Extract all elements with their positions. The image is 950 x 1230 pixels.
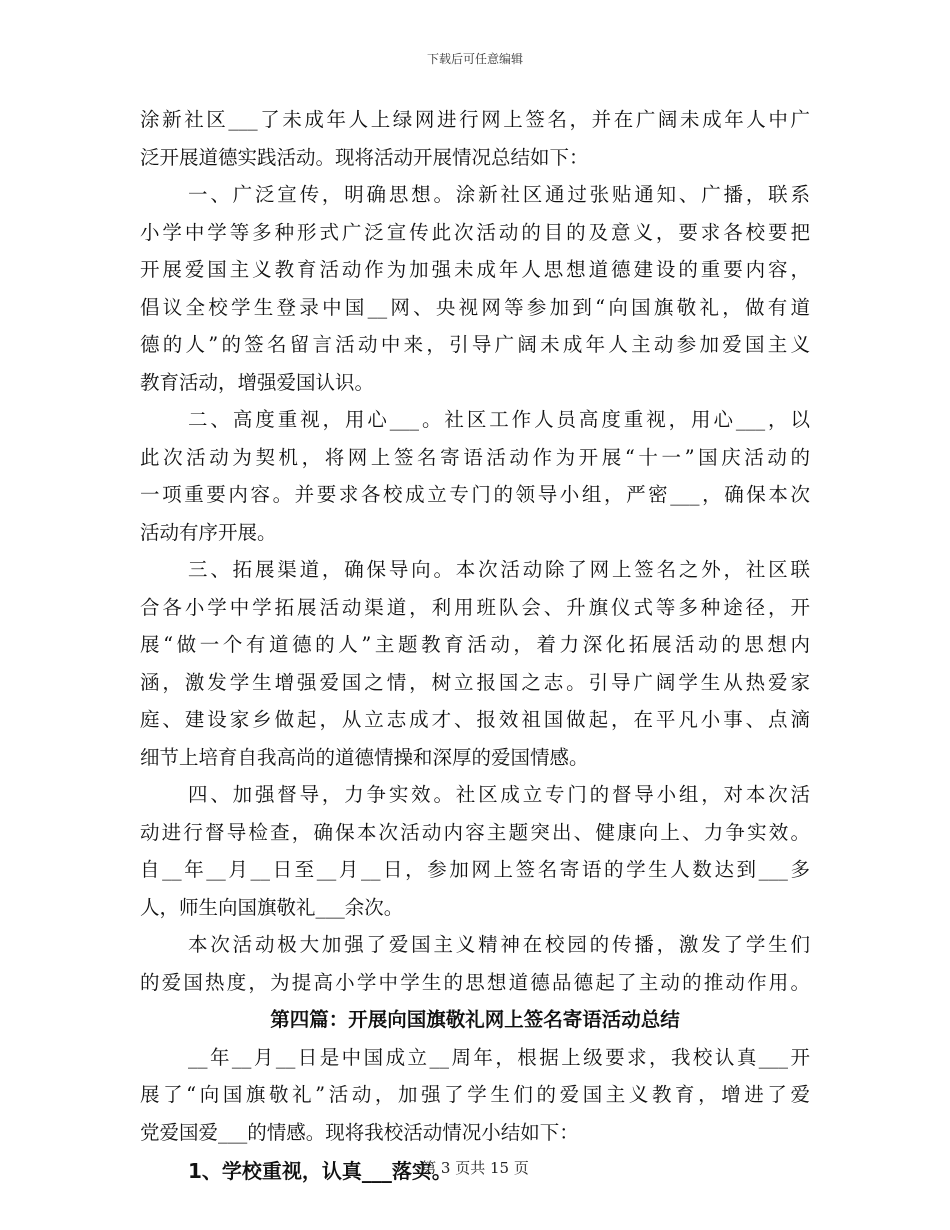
paragraph-line: 三、拓展渠道，确保导向。本次活动除了网上签名之外，社区联 [188, 558, 810, 581]
paragraph-line: 自__年__月__日至__月__日，参加网上签名寄语的学生人数达到___多 [140, 858, 810, 881]
paragraph-line: 的爱国热度，为提高小学中学生的思想道德品德起了主动的推动作用。 [140, 970, 810, 994]
paragraph-line: 一项重要内容。并要求各校成立专门的领导小组，严密___，确保本次 [140, 483, 810, 506]
document-body [140, 101, 810, 1191]
page-number: 第 3 页共 15 页 [421, 1159, 529, 1177]
paragraph-line: 开展爱国主义教育活动作为加强未成年人思想道德建设的重要内容， [140, 258, 810, 281]
paragraph-line: __年__月__日是中国成立__周年，根据上级要求，我校认真___开 [188, 1045, 810, 1069]
paragraph-line: 倡议全校学生登录中国__网、央视网等参加到“向国旗敬礼，做有道 [140, 295, 810, 319]
paragraph-line: 党爱国爱___的情感。现将我校活动情况小结如下： [140, 1120, 579, 1144]
paragraph-line: 涂新社区___了未成年人上绿网进行网上签名，并在广阔未成年人中广 [140, 108, 810, 131]
paragraph-line: 细节上培育自我高尚的道德情操和深厚的爱国情感。 [140, 745, 589, 769]
paragraph-line: 人，师生向国旗敬礼___余次。 [140, 895, 404, 919]
paragraph-line: 本次活动极大加强了爱国主义精神在校园的传播，激发了学生们 [188, 933, 810, 956]
paragraph-line: 展“做一个有道德的人”主题教育活动，着力深化拓展活动的思想内 [140, 633, 810, 656]
paragraph-line: 泛开展道德实践活动。现将活动开展情况总结如下： [140, 145, 589, 169]
header-note: 下载后可任意编辑 [426, 52, 523, 66]
paragraph-line: 庭、建设家乡做起，从立志成才、报效祖国做起，在平凡小事、点滴 [140, 708, 810, 731]
paragraph-line: 一、广泛宣传，明确思想。涂新社区通过张贴通知、广播，联系 [188, 183, 810, 206]
paragraph-line: 合各小学中学拓展活动渠道，利用班队会、升旗仪式等多种途径，开 [140, 595, 810, 619]
paragraph-line: 小学中学等多种形式广泛宣传此次活动的目的及意义，要求各校要把 [140, 220, 810, 244]
paragraph-line: 涵，激发学生增强爱国之情，树立报国之志。引导广阔学生从热爱家 [140, 670, 810, 694]
paragraph-line: 德的人”的签名留言活动中来，引导广阔未成年人主动参加爱国主义 [140, 333, 810, 356]
subheading: 1、学校重视，认真___落实。 [188, 1159, 452, 1183]
paragraph-line: 此次活动为契机，将网上签名寄语活动作为开展“十一”国庆活动的 [140, 445, 810, 469]
paragraph-line: 教育活动，增强爱国认识。 [140, 370, 375, 394]
section-heading: 第四篇：开展向国旗敬礼网上签名寄语活动总结 [270, 1008, 680, 1031]
paragraph-line: 二、高度重视，用心___。社区工作人员高度重视，用心___，以 [188, 408, 810, 431]
paragraph-line: 四、加强督导，力争实效。社区成立专门的督导小组，对本次活 [188, 783, 810, 806]
paragraph-line: 活动有序开展。 [140, 520, 277, 544]
paragraph-line: 动进行督导检查，确保本次活动内容主题突出、健康向上、力争实效。 [140, 820, 810, 844]
paragraph-line: 展了“向国旗敬礼”活动，加强了学生们的爱国主义教育，增进了爱 [140, 1083, 810, 1106]
